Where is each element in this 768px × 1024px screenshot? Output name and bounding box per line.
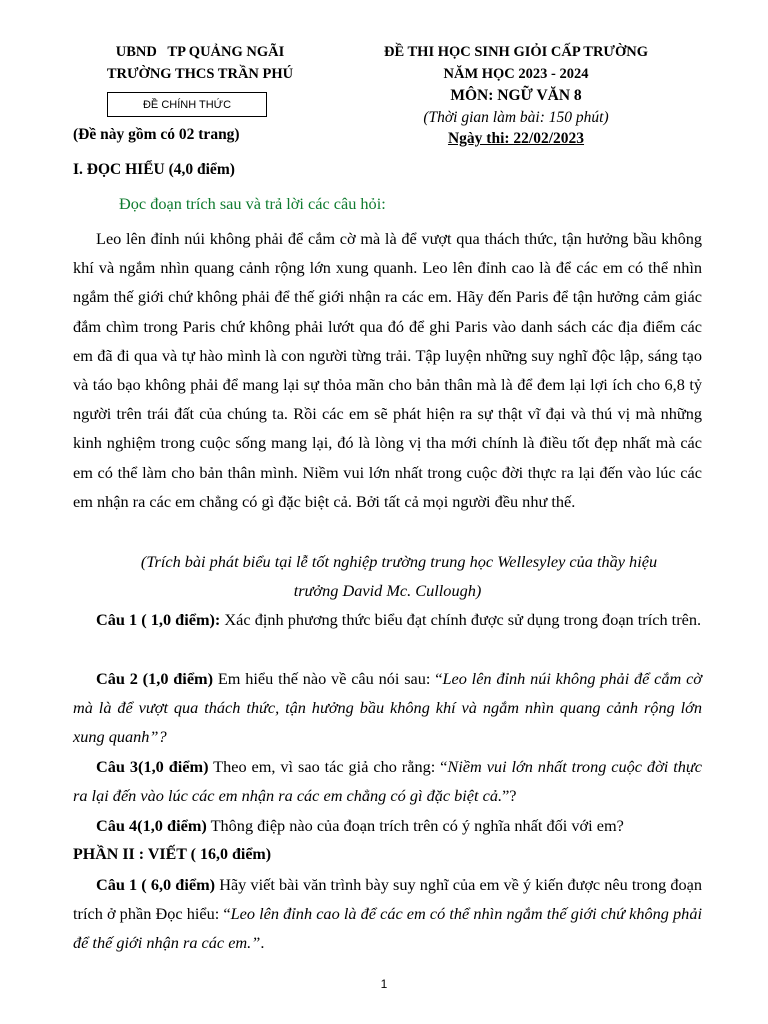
passage-citation <box>73 547 725 605</box>
reading-question-3 <box>73 752 702 810</box>
question-3-label: Câu 3(1,0 điểm) <box>96 757 209 776</box>
page-number: 1 <box>380 977 388 991</box>
reading-question-4 <box>73 811 713 840</box>
writing-question-1 <box>73 870 702 958</box>
school-year: NĂM HỌC 2023 - 2024 <box>443 66 589 82</box>
section-reading-title: I. ĐỌC HIỂU (4,0 điểm) <box>73 161 235 178</box>
citation-line-1: (Trích bài phát biểu tại lễ tốt nghiệp trường trung học Wellesyley của thầy hiệu <box>140 552 658 571</box>
subject: MÔN: NGỮ VĂN 8 <box>450 87 582 104</box>
question-2-label: Câu 2 (1,0 điểm) <box>96 669 214 688</box>
official-exam-badge: ĐỀ CHÍNH THỨC <box>107 92 267 117</box>
question-2-quote: Leo lên đỉnh núi không phải để cắm cờ mà là để vượt qua thách thức, tận hưởng bầu không khí và ngắm nhìn quang cảnh rộng lớn xung quanh”? <box>73 669 703 747</box>
question-2-text: Em hiểu thế nào về câu nói sau: “ <box>213 669 443 688</box>
writing-question-1-label: Câu 1 ( 6,0 điểm) <box>96 875 216 894</box>
reading-question-2 <box>73 664 702 752</box>
writing-question-1-text: Hãy viết bài văn trình bày suy nghĩ của em về ý kiến được nêu trong đoạn trích ở phần Đọc hiểu: “ <box>73 875 702 924</box>
school-name: TRƯỜNG THCS TRẦN PHÚ <box>106 66 294 82</box>
writing-question-1-end: . <box>260 933 265 953</box>
question-3-quote: Niềm vui lớn nhất trong cuộc đời thực ra lại đến vào lúc các em nhận ra các em chẳng có gì đặc biệt cả. <box>73 757 702 806</box>
exam-header <box>360 41 672 150</box>
exam-date: Ngày thi: 22/02/2023 <box>447 130 585 147</box>
reading-instruction: Đọc đoạn trích sau và trả lời các câu hỏi: <box>119 194 386 213</box>
question-3-end: ”? <box>502 786 517 806</box>
reading-question-1 <box>73 605 702 634</box>
district-name: UBND TP QUẢNG NGÃI <box>115 44 285 60</box>
question-1-label: Câu 1 ( 1,0 điểm): <box>96 610 221 629</box>
question-1-text: Xác định phương thức biểu đạt chính được sử dụng trong đoạn trích trên. <box>220 610 702 629</box>
duration: (Thời gian làm bài: 150 phút) <box>423 109 609 126</box>
reading-passage: Leo lên đỉnh núi không phải để cắm cờ mà là để vượt qua thách thức, tận hưởng bầu không khí và ngắm nhìn quang cảnh rộng lớn xung quanh. Leo lên đỉnh cao là để các em có thể nhìn ngắm thế giới chứ không phải để thế giới nhận ra các em. Hãy đến Paris để tận hưởng cảm giác đắm chìm trong Paris chứ không phải lướt qua đó để ghi Paris vào danh sách các địa điểm các em đã đi qua và tự hào mình là con người từng trải. Tập luyện những suy nghĩ độc lập, sáng tạo và táo bạo không phải để mang lại sự thỏa mãn cho bản thân mà là để đem lại lợi ích cho 6,8 tỷ người trên trái đất của chúng ta. Rồi các em sẽ phát hiện ra sự thật vĩ đại và thú vị mà những kinh nghiệm trong cuộc sống mang lại, đó là lòng vị tha mới chính là điều tốt đẹp nhất mà các em có thể làm cho bản thân mình. Niềm vui lớn nhất trong cuộc đời thực ra lại đến vào lúc các em nhận ra các em chẳng có gì đặc biệt cả. Bởi tất cả mọi người đều như thế. <box>73 229 702 511</box>
exam-title: ĐỀ THI HỌC SINH GIỎI CẤP TRƯỜNG <box>383 44 648 60</box>
question-4-label: Câu 4(1,0 điểm) <box>96 816 207 835</box>
pages-note: (Đề này gồm có 02 trang) <box>73 126 240 143</box>
citation-line-2: trưởng David Mc. Cullough) <box>293 581 482 601</box>
section-writing-title: PHẦN II : VIẾT ( 16,0 điểm) <box>73 846 272 863</box>
question-3-text: Theo em, vì sao tác giả cho rằng: “ <box>208 757 448 776</box>
question-4-text: Thông điệp nào của đoạn trích trên có ý nghĩa nhất đối với em? <box>206 816 624 835</box>
writing-question-1-quote: Leo lên đỉnh cao là để các em có thể nhìn ngắm thế giới chứ không phải để thế giới nhận ra các em.” <box>73 904 702 953</box>
school-header <box>80 41 320 85</box>
